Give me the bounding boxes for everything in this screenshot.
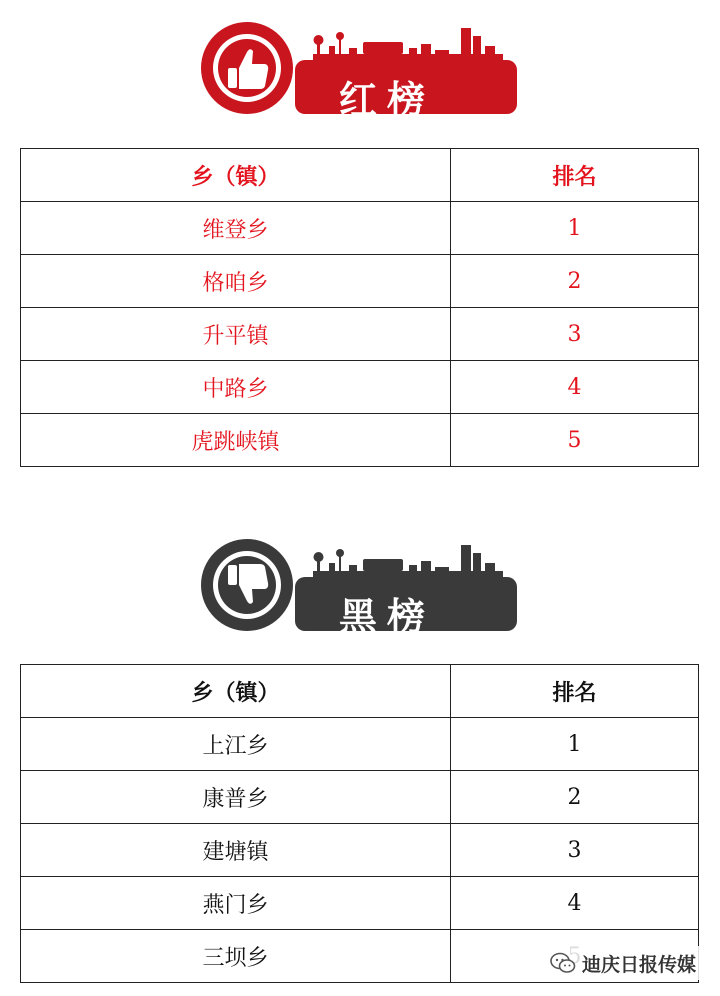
table-row	[21, 824, 699, 877]
table-header-row	[21, 665, 699, 718]
red-board-banner	[195, 18, 525, 122]
rank-cell: 1	[451, 202, 699, 255]
wechat-icon	[550, 952, 576, 974]
rank-cell: 4	[451, 361, 699, 414]
rank-cell: 2	[451, 255, 699, 308]
red-board-title: 红榜	[338, 77, 435, 122]
watermark	[546, 946, 702, 980]
header-town: 乡（镇）	[21, 665, 451, 718]
black-board-title: 黑榜	[338, 594, 435, 639]
town-cell: 三坝乡	[21, 930, 451, 983]
header-rank: 排名	[451, 149, 699, 202]
table-row	[21, 361, 699, 414]
town-cell: 中路乡	[21, 361, 451, 414]
black-board-banner	[195, 535, 525, 639]
header-town: 乡（镇）	[21, 149, 451, 202]
table-row	[21, 202, 699, 255]
table-row	[21, 877, 699, 930]
black-board-table	[20, 664, 699, 983]
table-row	[21, 255, 699, 308]
table-row	[21, 771, 699, 824]
table-row	[21, 718, 699, 771]
town-cell: 升平镇	[21, 308, 451, 361]
rank-cell: 4	[451, 877, 699, 930]
header-rank: 排名	[451, 665, 699, 718]
red-board-table	[20, 148, 699, 467]
town-cell: 康普乡	[21, 771, 451, 824]
rank-cell: 1	[451, 718, 699, 771]
town-cell: 虎跳峡镇	[21, 414, 451, 467]
town-cell: 建塘镇	[21, 824, 451, 877]
rank-cell: 5	[451, 414, 699, 467]
table-header-row	[21, 149, 699, 202]
town-cell: 燕门乡	[21, 877, 451, 930]
rank-cell: 3	[451, 824, 699, 877]
town-cell: 维登乡	[21, 202, 451, 255]
watermark-text: 迪庆日报传媒	[582, 953, 697, 976]
town-cell: 上江乡	[21, 718, 451, 771]
rank-cell: 2	[451, 771, 699, 824]
town-cell: 格咱乡	[21, 255, 451, 308]
rank-cell: 3	[451, 308, 699, 361]
table-row	[21, 414, 699, 467]
table-row	[21, 308, 699, 361]
